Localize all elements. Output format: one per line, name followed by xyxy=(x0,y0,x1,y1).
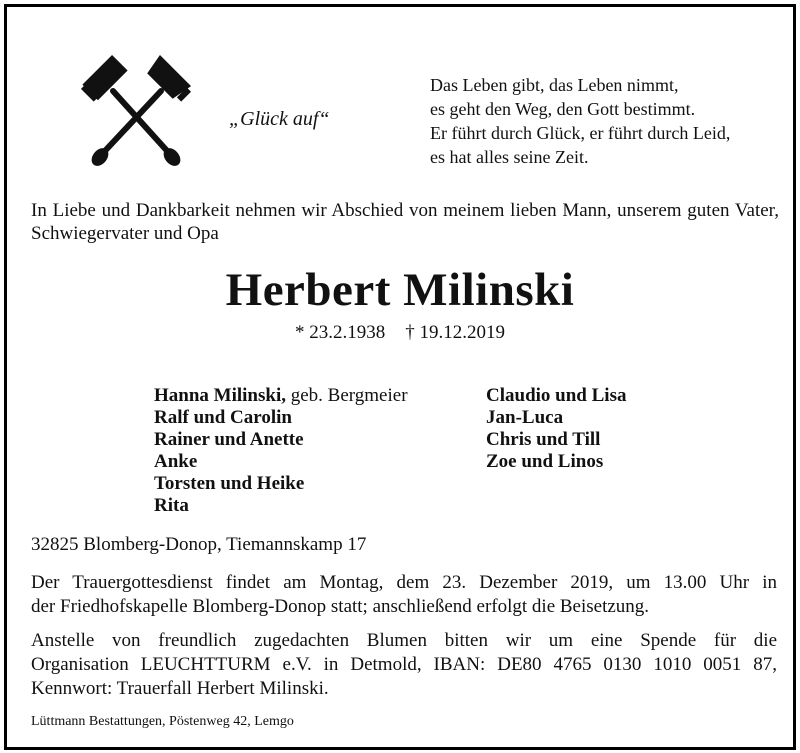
obituary-notice xyxy=(4,4,796,750)
donation-line: Kennwort: Trauerfall Herbert Milinski. xyxy=(31,678,329,699)
undertaker: Lüttmann Bestattungen, Pöstenweg 42, Lemgo xyxy=(31,714,294,729)
address: 32825 Blomberg-Donop, Tiemannskamp 17 xyxy=(31,534,367,555)
mourner-name: Torsten und Heike xyxy=(154,473,305,494)
mourners-left xyxy=(154,385,408,517)
birth-date: * 23.2.1938 xyxy=(295,322,386,343)
mourner-name: Zoe und Linos xyxy=(486,451,604,472)
death-date: † 19.12.2019 xyxy=(405,322,505,343)
mourner-name: Claudio und Lisa xyxy=(486,385,627,406)
mourner-name: Hanna Milinski, xyxy=(154,385,286,406)
mourner-name: Ralf und Carolin xyxy=(154,407,292,428)
life-dates xyxy=(7,322,793,344)
mourner-note: geb. Bergmeier xyxy=(286,385,408,406)
mourner-name: Jan-Luca xyxy=(486,407,564,428)
poem-line: es hat alles seine Zeit. xyxy=(430,147,589,167)
poem xyxy=(430,73,730,169)
intro-text: In Liebe und Dankbarkeit nehmen wir Abschied von meinem lieben Mann, unserem guten Vater, Schwiegervater und Opa xyxy=(31,200,779,244)
mourner-line xyxy=(154,385,408,407)
service-line: Der Trauergottesdienst findet am Montag, dem 23. Dezember 2019, um 13.00 Uhr in xyxy=(31,572,777,593)
donation-line: Organisation LEUCHTTURM e.V. in Detmold, IBAN: DE80 4765 0130 1010 0051 87, xyxy=(31,654,777,675)
mourners-right xyxy=(486,385,626,473)
deceased-name: Herbert Milinski xyxy=(225,264,575,316)
mourner-name: Rainer und Anette xyxy=(154,429,304,450)
poem-line: Das Leben gibt, das Leben nimmt, xyxy=(430,75,679,95)
service-line: der Friedhofskapelle Blomberg-Donop statt; anschließend erfolgt die Beisetzung. xyxy=(31,596,650,617)
service-info xyxy=(31,571,777,619)
mourner-name: Anke xyxy=(154,451,198,472)
mourner-name: Chris und Till xyxy=(486,429,601,450)
mourner-name: Rita xyxy=(154,495,189,516)
donation-line: Anstelle von freundlich zugedachten Blumen bitten wir um eine Spende für die xyxy=(31,630,777,651)
donation-info xyxy=(31,629,777,701)
poem-line: Er führt durch Glück, er führt durch Leid, xyxy=(430,123,731,143)
motto: „Glück auf“ xyxy=(229,108,330,130)
poem-line: es geht den Weg, den Gott bestimmt. xyxy=(430,99,696,119)
hammer-and-pick-icon xyxy=(77,51,195,171)
